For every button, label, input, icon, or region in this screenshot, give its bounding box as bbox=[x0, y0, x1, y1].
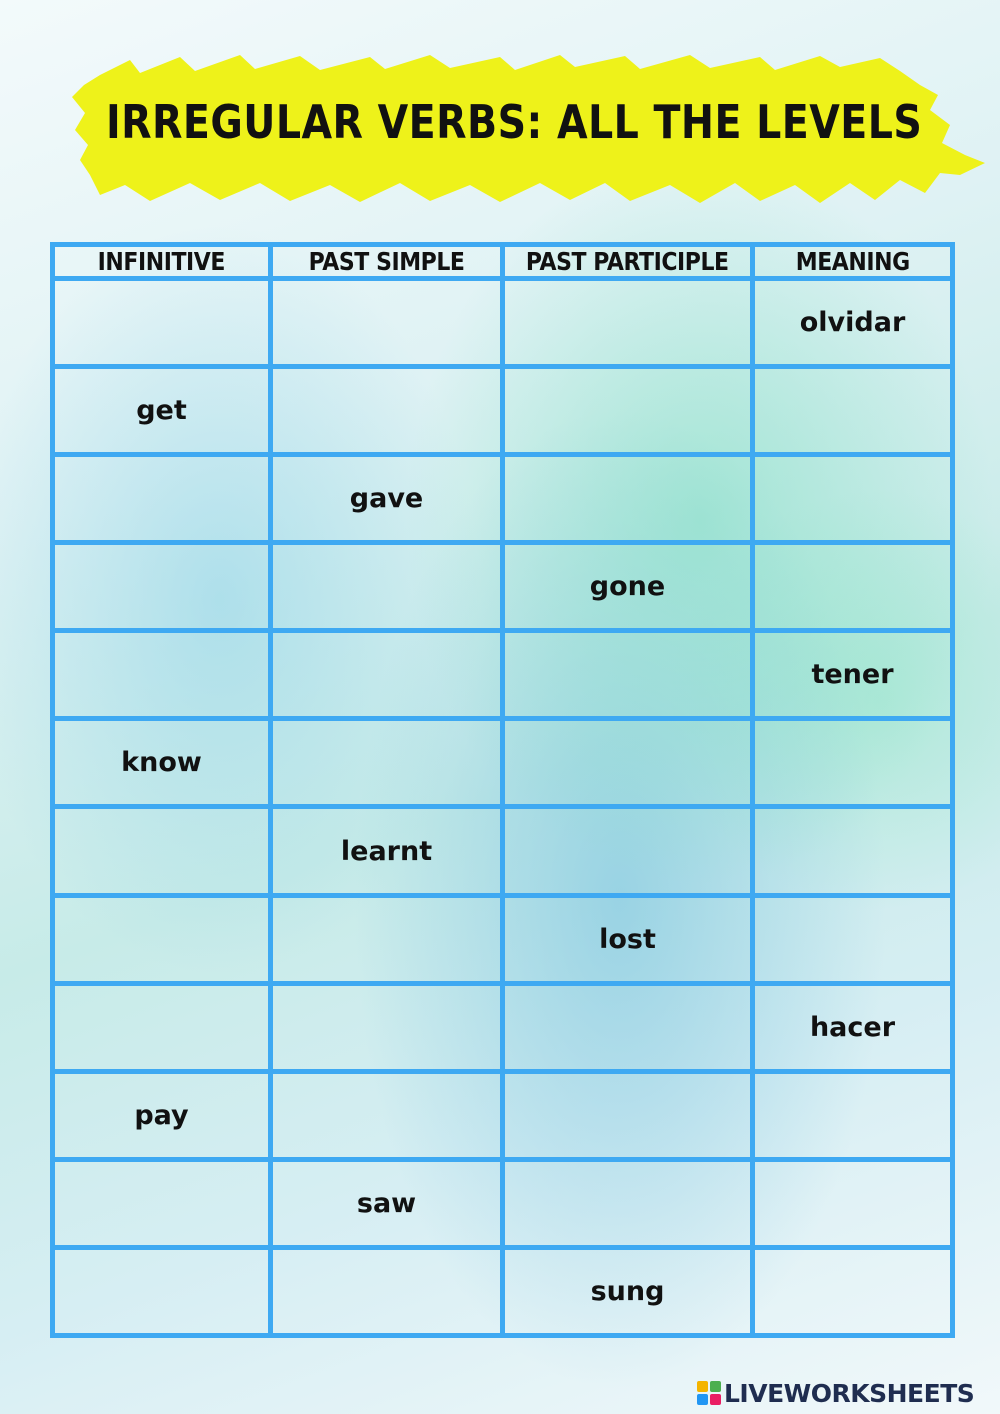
cell-past-participle[interactable] bbox=[503, 631, 753, 719]
title-banner bbox=[70, 55, 985, 205]
cell-past-simple: learnt bbox=[271, 807, 503, 895]
cell-infinitive[interactable] bbox=[53, 807, 271, 895]
cell-past-simple[interactable] bbox=[271, 543, 503, 631]
cell-past-simple[interactable] bbox=[271, 719, 503, 807]
cell-meaning[interactable] bbox=[753, 455, 953, 543]
table-row bbox=[53, 1247, 953, 1335]
cell-meaning[interactable] bbox=[753, 895, 953, 983]
cell-meaning[interactable] bbox=[753, 1071, 953, 1159]
liveworksheets-logo-icon bbox=[697, 1381, 721, 1405]
cell-meaning[interactable] bbox=[753, 807, 953, 895]
cell-past-participle: lost bbox=[503, 895, 753, 983]
cell-meaning[interactable] bbox=[753, 367, 953, 455]
header-meaning: MEANING bbox=[753, 245, 953, 279]
cell-infinitive[interactable] bbox=[53, 279, 271, 367]
table-row bbox=[53, 543, 953, 631]
table-row bbox=[53, 1071, 953, 1159]
cell-past-participle[interactable] bbox=[503, 279, 753, 367]
cell-past-participle[interactable] bbox=[503, 983, 753, 1071]
header-past-simple: PAST SIMPLE bbox=[271, 245, 503, 279]
cell-past-participle: gone bbox=[503, 543, 753, 631]
cell-past-simple[interactable] bbox=[271, 983, 503, 1071]
cell-meaning: olvidar bbox=[753, 279, 953, 367]
cell-infinitive: get bbox=[53, 367, 271, 455]
table-row bbox=[53, 895, 953, 983]
cell-infinitive[interactable] bbox=[53, 1159, 271, 1247]
cell-past-simple[interactable] bbox=[271, 895, 503, 983]
cell-infinitive[interactable] bbox=[53, 543, 271, 631]
cell-past-simple[interactable] bbox=[271, 1247, 503, 1335]
header-past-participle: PAST PARTICIPLE bbox=[503, 245, 753, 279]
table-row bbox=[53, 1159, 953, 1247]
cell-infinitive: know bbox=[53, 719, 271, 807]
header-infinitive: INFINITIVE bbox=[53, 245, 271, 279]
table-header-row bbox=[53, 245, 953, 279]
cell-infinitive[interactable] bbox=[53, 455, 271, 543]
cell-past-participle[interactable] bbox=[503, 1159, 753, 1247]
cell-infinitive[interactable] bbox=[53, 895, 271, 983]
cell-past-simple[interactable] bbox=[271, 631, 503, 719]
liveworksheets-logo[interactable] bbox=[697, 1378, 974, 1408]
table-row bbox=[53, 279, 953, 367]
cell-past-participle: sung bbox=[503, 1247, 753, 1335]
cell-past-participle[interactable] bbox=[503, 807, 753, 895]
irregular-verbs-table bbox=[50, 242, 955, 1338]
cell-past-participle[interactable] bbox=[503, 1071, 753, 1159]
cell-infinitive: pay bbox=[53, 1071, 271, 1159]
table-row bbox=[53, 367, 953, 455]
cell-infinitive[interactable] bbox=[53, 1247, 271, 1335]
table-row bbox=[53, 807, 953, 895]
cell-past-participle[interactable] bbox=[503, 455, 753, 543]
table-row bbox=[53, 719, 953, 807]
cell-infinitive[interactable] bbox=[53, 983, 271, 1071]
cell-past-simple: saw bbox=[271, 1159, 503, 1247]
cell-past-simple: gave bbox=[271, 455, 503, 543]
cell-infinitive[interactable] bbox=[53, 631, 271, 719]
cell-past-simple[interactable] bbox=[271, 279, 503, 367]
cell-meaning[interactable] bbox=[753, 543, 953, 631]
page-title: IRREGULAR VERBS: ALL THE LEVELS bbox=[106, 95, 923, 149]
table-row bbox=[53, 631, 953, 719]
cell-past-simple[interactable] bbox=[271, 1071, 503, 1159]
table-row bbox=[53, 983, 953, 1071]
cell-meaning[interactable] bbox=[753, 719, 953, 807]
cell-past-participle[interactable] bbox=[503, 719, 753, 807]
cell-meaning[interactable] bbox=[753, 1247, 953, 1335]
cell-meaning: hacer bbox=[753, 983, 953, 1071]
cell-past-participle[interactable] bbox=[503, 367, 753, 455]
cell-meaning: tener bbox=[753, 631, 953, 719]
table-row bbox=[53, 455, 953, 543]
cell-past-simple[interactable] bbox=[271, 367, 503, 455]
cell-meaning[interactable] bbox=[753, 1159, 953, 1247]
logo-text: LIVEWORKSHEETS bbox=[724, 1378, 975, 1408]
